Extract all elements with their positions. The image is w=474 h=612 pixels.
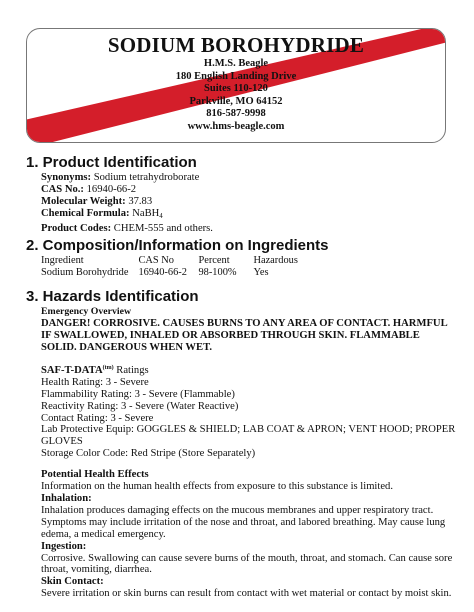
product-codes-label: Product Codes: (41, 222, 112, 234)
column-header: Ingredient (41, 255, 84, 266)
header-box (26, 28, 446, 143)
table-cell: Yes (253, 266, 269, 278)
composition-table (41, 255, 308, 279)
header-text (27, 29, 445, 134)
column-header: CAS No (138, 255, 174, 266)
storage-color-code: Storage Color Code: Red Stripe (Store Separately) (41, 448, 256, 460)
phone-number: 816-587-9998 (206, 108, 266, 120)
suite-address: Suites 110-120 (204, 83, 268, 95)
product-codes-value: CHEM-555 and others. (113, 222, 213, 234)
synonyms-value: Sodium tetrahydroborate (93, 172, 200, 183)
table-header-row (41, 255, 308, 267)
product-codes-line (41, 223, 456, 235)
emergency-overview-text: DANGER! CORROSIVE. CAUSES BURNS TO ANY AREA OF CONTACT. HARMFUL IF SWALLOWED, INHALED OR ABSORBED THROUGH SKIN. FLAMMABLE SOLID. DANGEROUS WHEN WET. (41, 317, 448, 353)
section-heading: 1. Product Identification (26, 154, 197, 171)
document-title: SODIUM BOROHYDRIDE (107, 33, 365, 57)
street-address: 180 English Landing Drive (175, 70, 297, 82)
saf-t-data-suffix: Ratings (113, 364, 149, 376)
table-cell: 16940-66-2 (138, 266, 187, 278)
potential-health-effects-text: Information on the human health effects from exposure to this substance is limited. (41, 481, 393, 493)
saf-t-data-label: SAF-T-DATA (41, 364, 103, 376)
molecular-weight-value: 37.83 (128, 195, 153, 207)
skin-contact-text: Severe irritation or skin burns can result from contact with wet material or contact by moist skin. (41, 588, 452, 600)
cas-value: 16940-66-2 (86, 183, 137, 195)
table-row (41, 267, 308, 279)
skin-contact-label: Skin Contact: (41, 576, 104, 588)
formula-value (132, 208, 163, 219)
trademark-mark: (tm) (102, 364, 114, 371)
ingestion-text: Corrosive. Swallowing can cause severe burns of the mouth, throat, and stomach. Can cause sore throat, vomiting, diarrhea. (41, 552, 453, 576)
formula-line (41, 208, 456, 223)
potential-health-effects-label: Potential Health Effects (41, 469, 149, 481)
health-rating: Health Rating: 3 - Severe (41, 376, 149, 388)
table-cell: Sodium Borohydride (41, 266, 129, 278)
column-header: Percent (198, 255, 230, 266)
molecular-weight-label: Molecular Weight: (41, 195, 126, 207)
cas-label: CAS No.: (41, 183, 84, 195)
formula-label: Chemical Formula: (41, 207, 130, 219)
company-name: H.M.S. Beagle (203, 58, 269, 69)
column-header: Hazardous (253, 255, 298, 266)
section-product-identification (26, 154, 456, 235)
saf-t-data-heading (41, 363, 456, 377)
ingestion-label: Ingestion: (41, 540, 87, 552)
synonyms-line (41, 172, 456, 184)
formula-main: NaBH (132, 207, 160, 219)
section-composition (26, 237, 456, 279)
flammability-rating: Flammability Rating: 3 - Severe (Flammable) (41, 388, 235, 400)
molecular-weight-line (41, 196, 456, 208)
inhalation-label: Inhalation: (41, 492, 92, 504)
synonyms-label: Synonyms: (41, 172, 92, 183)
inhalation-text: Inhalation produces damaging effects on the mucous membranes and upper respiratory tract. Symptoms may include irritation of the nose and throat, and labored breathing. May cause lung edema, a medical emergency. (41, 504, 446, 540)
city-address: Parkville, MO 64152 (189, 95, 283, 107)
emergency-overview-label: Emergency Overview (41, 306, 132, 317)
section-hazards (26, 288, 456, 600)
section-heading: 2. Composition/Information on Ingredients (26, 237, 329, 254)
cas-line (41, 184, 456, 196)
reactivity-rating: Reactivity Rating: 3 - Severe (Water Reactive) (41, 400, 239, 412)
table-cell: 98-100% (198, 266, 237, 278)
formula-subscript: 4 (159, 211, 163, 220)
section-heading: 3. Hazards Identification (26, 288, 199, 305)
website-link[interactable]: www.hms-beagle.com (187, 120, 285, 132)
contact-rating: Contact Rating: 3 - Severe (41, 412, 154, 424)
lab-protective-equipment: Lab Protective Equip: GOGGLES & SHIELD; LAB COAT & APRON; VENT HOOD; PROPER GLOVES (41, 424, 456, 448)
